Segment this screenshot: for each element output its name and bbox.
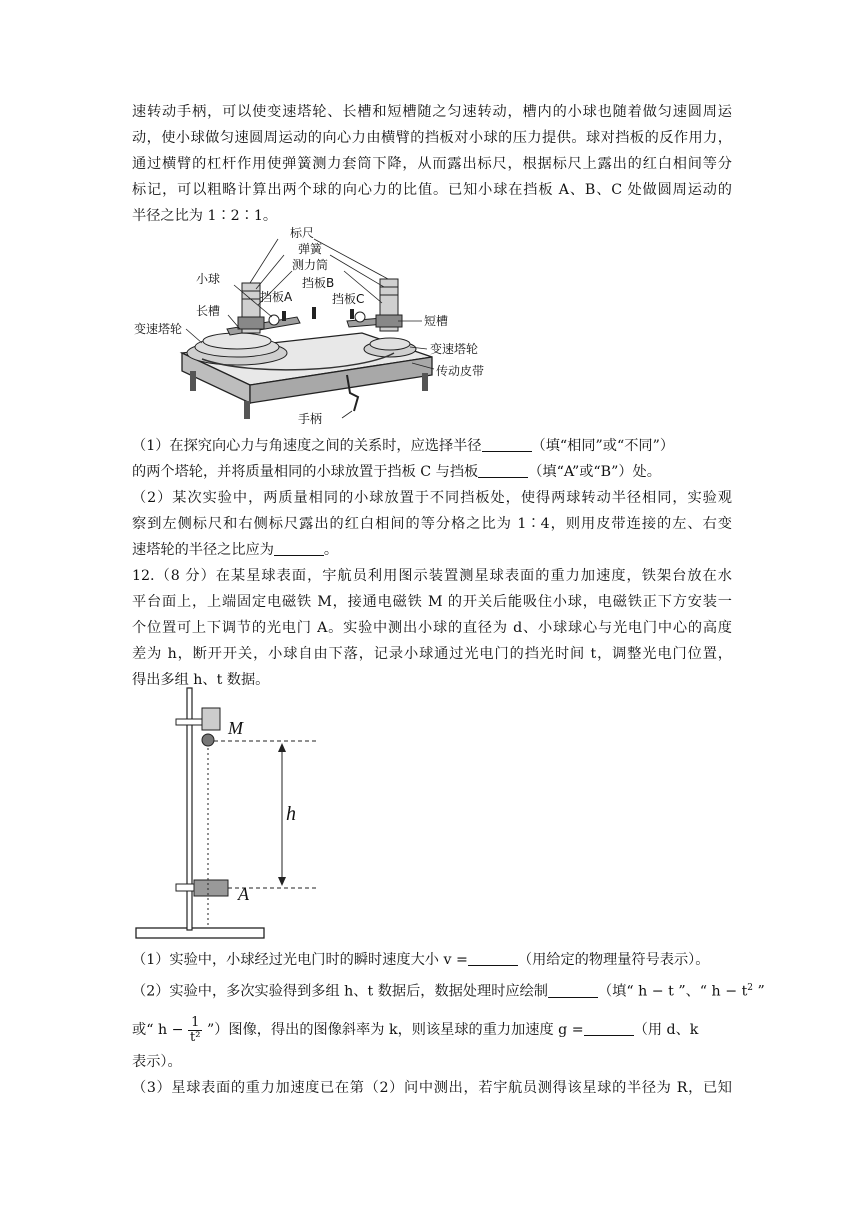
q12-part3: （3）星球表面的重力加速度已在第（2）问中测出，若宇航员测得该星球的半径为 R，已知 — [132, 1080, 732, 1096]
answer-blank[interactable] — [468, 951, 518, 966]
intro-line-3: 通过横臂的杠杆作用使弹簧测力套筒下降，从而露出标尺，根据标尺上露出的红白相间等分 — [132, 156, 732, 172]
label-changcao: 长槽 — [196, 304, 221, 318]
q12-stem-line4: 差为 h，断开开关，小球自由下落，记录小球通过光电门的挡光时间 t，调整光电门位置， — [132, 646, 732, 662]
q11-part1-line2: 的两个塔轮，并将质量相同的小球放置于挡板 C 与挡板 （填“A”或“B”）处。 — [132, 464, 661, 480]
intro-line-1: 速转动手柄，可以使变速塔轮、长槽和短槽随之匀速转动，槽内的小球也随着做匀速圆周运 — [132, 104, 732, 120]
label-shoubing: 手柄 — [298, 412, 323, 426]
q11-part2-line1: （2）某次实验中，两质量相同的小球放置于不同挡板处，使得两球转动半径相同，实验观 — [132, 490, 732, 506]
label-duancao: 短槽 — [424, 314, 449, 328]
label-dangban-b: 挡板B — [302, 276, 335, 290]
q11-part2-line2: 察到左侧标尺和右侧标尺露出的红白相间的等分格之比为 1∶4，则用皮带连接的左、右变 — [132, 516, 732, 532]
answer-blank[interactable] — [478, 463, 528, 478]
fraction-one-over-t-squared: $\frac{1}{\text{t²}}$ — [190, 1014, 201, 1045]
label-pidai: 传动皮带 — [436, 364, 485, 378]
free-fall-apparatus-figure — [132, 686, 332, 946]
q12-stem-line5: 得出多组 h、t 数据。 — [132, 672, 270, 688]
q12-part1: （1）实验中，小球经过光电门时的瞬时速度大小 v = （用给定的物理量符号表示）。 — [132, 952, 710, 968]
answer-blank[interactable] — [548, 983, 598, 998]
intro-line-5: 半径之比为 1∶2∶1。 — [132, 208, 278, 224]
label-xiaoqiu: 小球 — [196, 272, 221, 286]
label-tanhuang: 弹簧 — [298, 242, 323, 256]
q12-stem-line3: 个位置可上下调节的光电门 A。实验中测出小球的直径为 d、小球球心与光电门中心的高度 — [132, 620, 732, 636]
label-dangban-c: 挡板C — [332, 292, 365, 306]
label-bianshu-right: 变速塔轮 — [430, 342, 479, 356]
q12-part2-line3: 表示）。 — [132, 1054, 182, 1070]
label-m: M — [228, 718, 243, 738]
label-dangban-a: 挡板A — [260, 290, 293, 304]
intro-line-4: 标记，可以粗略计算出两个球的向心力的比值。已知小球在挡板 A、B、C 处做圆周运动的 — [132, 182, 732, 198]
label-celitong: 测力筒 — [292, 258, 329, 272]
q12-stem-line2: 平台面上，上端固定电磁铁 M，接通电磁铁 M 的开关后能吸住小球，电磁铁正下方安装一 — [132, 594, 732, 610]
label-bianshu-left: 变速塔轮 — [134, 322, 183, 336]
intro-line-2: 动，使小球做匀速圆周运动的向心力由横臂的挡板对小球的压力提供。球对挡板的反作用力， — [132, 130, 732, 146]
centripetal-apparatus-figure — [132, 225, 512, 430]
q12-part2-line2: 或“ h − $\frac{1}{\text{t²}}$ ”）图像，得出的图像斜率为 k，则该星球的重力加速度 g = （用 d、k — [132, 1014, 699, 1045]
answer-blank[interactable] — [482, 437, 532, 452]
answer-blank[interactable] — [274, 541, 324, 556]
label-biaochi: 标尺 — [290, 226, 315, 240]
q12-stem-line1: 12.（8 分）在某星球表面，宇航员利用图示装置测星球表面的重力加速度，铁架台放在水 — [132, 568, 732, 584]
q12-part2-line1: （2）实验中，多次实验得到多组 h、t 数据后，数据处理时应绘制 （填“ h − t ”、“ $h - t^2$ ” — [132, 983, 765, 1000]
q11-part1-line1: （1）在探究向心力与角速度之间的关系时，应选择半径 （填“相同”或“不同”） — [132, 438, 675, 454]
answer-blank[interactable] — [584, 1021, 634, 1036]
label-h: h — [286, 803, 296, 825]
label-a: A — [238, 884, 249, 904]
q11-part2-line3: 速塔轮的半径之比应为 。 — [132, 542, 339, 558]
